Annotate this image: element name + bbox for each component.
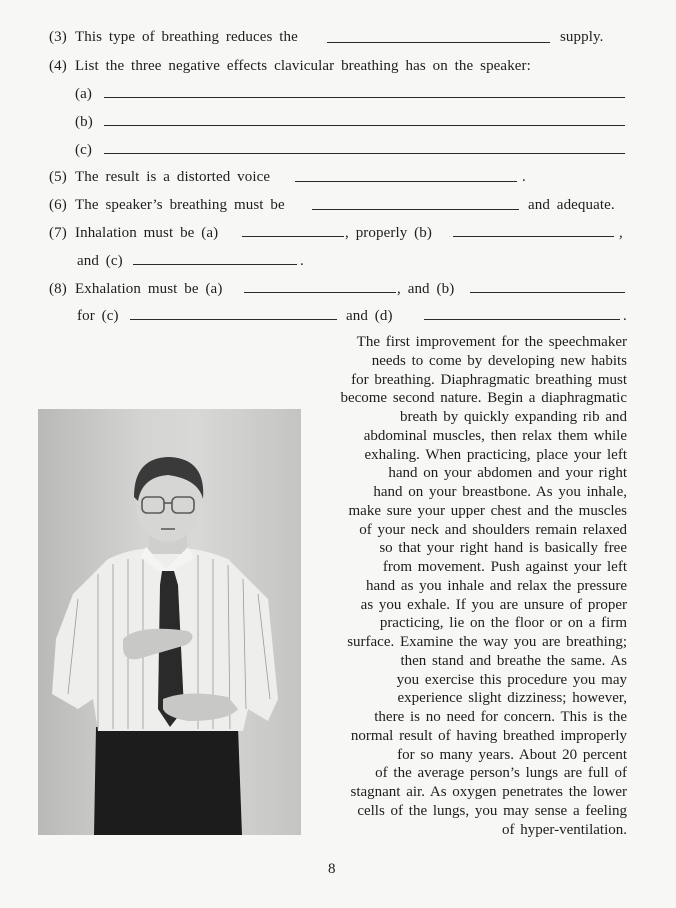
- item-label-b: (b): [75, 114, 93, 130]
- paragraph-line: hand on your breastbone. As you inhale,: [373, 484, 627, 500]
- paragraph-line: make sure your upper chest and the muscles: [348, 502, 627, 519]
- paragraph-line: exhaling. When practicing, place your left: [364, 446, 627, 463]
- item-label-c: (c): [75, 142, 92, 158]
- paragraph-line: stagnant air. As oxygen penetrates the lower: [350, 784, 627, 800]
- paragraph-line: practicing, lie on the floor or on a firm: [379, 615, 627, 632]
- person-illustration: [38, 409, 301, 835]
- question-7-line2-end: .: [300, 253, 304, 269]
- paragraph-line: of hyper-ventilation.: [502, 821, 627, 838]
- paragraph-line: become second nature. Begin a diaphragmatic: [340, 390, 627, 407]
- question-text: List the three negative effects clavicular breathing has on the speaker:: [75, 58, 531, 74]
- paragraph-line: abdominal muscles, then relax them while: [363, 427, 627, 444]
- question-8-line2-mid: and (d): [346, 308, 393, 324]
- answer-blank-3[interactable]: [327, 42, 550, 43]
- question-text: Inhalation must be (a): [75, 225, 219, 241]
- answer-blank-6[interactable]: [312, 209, 519, 210]
- answer-blank-8a[interactable]: [244, 292, 396, 293]
- answer-blank-7c[interactable]: [133, 264, 297, 265]
- question-number: (7): [49, 225, 67, 241]
- answer-blank-5[interactable]: [295, 181, 517, 182]
- paragraph-line: you exercise this procedure you may: [396, 671, 627, 688]
- question-6-suffix: and adequate.: [528, 197, 615, 213]
- paragraph-line: there is no need for concern. This is the: [374, 709, 627, 725]
- paragraph-line: as you exhale. If you are unsure of proper: [360, 596, 627, 613]
- paragraph-line: then stand and breathe the same. As: [400, 652, 627, 669]
- question-7-mid: , properly (b): [345, 225, 432, 241]
- question-3-suffix: supply.: [560, 29, 604, 45]
- question-text: The speaker’s breathing must be: [75, 197, 285, 213]
- question-number: (8): [49, 281, 67, 297]
- answer-blank-4b[interactable]: [104, 125, 625, 126]
- question-text: The result is a distorted voice: [75, 169, 271, 185]
- question-number: (3): [49, 29, 67, 45]
- paragraph-line: hand on your abdomen and your right: [388, 465, 627, 482]
- paragraph-line: normal result of having breathed improperly: [350, 727, 627, 744]
- answer-blank-7a[interactable]: [242, 236, 344, 237]
- question-8-line2: for (c): [77, 308, 119, 324]
- paragraph-line: breath by quickly expanding rib and: [399, 409, 627, 425]
- paragraph-line: for breathing. Diaphragmatic breathing must: [351, 371, 627, 388]
- question-number: (5): [49, 169, 67, 185]
- paragraph-line: for so many years. About 20 percent: [397, 746, 627, 763]
- answer-blank-4c[interactable]: [104, 153, 625, 154]
- paragraph-line: needs to come by developing new habits: [371, 352, 627, 369]
- page-number: 8: [328, 861, 336, 877]
- paragraph-line: The first improvement for the speechmaker: [356, 334, 627, 350]
- question-number: (4): [49, 58, 67, 74]
- paragraph-line: experience slight dizziness; however,: [397, 690, 627, 707]
- question-5-suffix: .: [522, 169, 526, 185]
- question-8-mid: , and (b): [397, 281, 455, 297]
- paragraph-line: surface. Examine the way you are breathing;: [347, 634, 627, 650]
- answer-blank-8c[interactable]: [130, 319, 337, 320]
- question-text: This type of breathing reduces the: [75, 29, 298, 45]
- paragraph-line: cells of the lungs, you may sense a feeling: [357, 802, 627, 819]
- photo-diaphragmatic-breathing: [38, 409, 301, 835]
- paragraph-line: of the average person’s lungs are full of: [375, 765, 627, 782]
- answer-blank-7b[interactable]: [453, 236, 614, 237]
- question-7-end: ,: [619, 225, 623, 241]
- question-text: Exhalation must be (a): [75, 281, 223, 297]
- item-label-a: (a): [75, 86, 92, 102]
- question-7-line2: and (c): [77, 253, 123, 269]
- instruction-paragraph: [300, 333, 627, 839]
- paragraph-line: from movement. Push against your left: [382, 559, 627, 575]
- answer-blank-8b[interactable]: [470, 292, 625, 293]
- question-number: (6): [49, 197, 67, 213]
- paragraph-line: of your neck and shoulders remain relaxed: [359, 521, 627, 538]
- answer-blank-4a[interactable]: [104, 97, 625, 98]
- question-8-line2-end: .: [623, 308, 627, 324]
- paragraph-line: so that your right hand is basically free: [379, 540, 627, 557]
- answer-blank-8d[interactable]: [424, 319, 620, 320]
- paragraph-line: hand as you inhale and relax the pressure: [366, 577, 627, 594]
